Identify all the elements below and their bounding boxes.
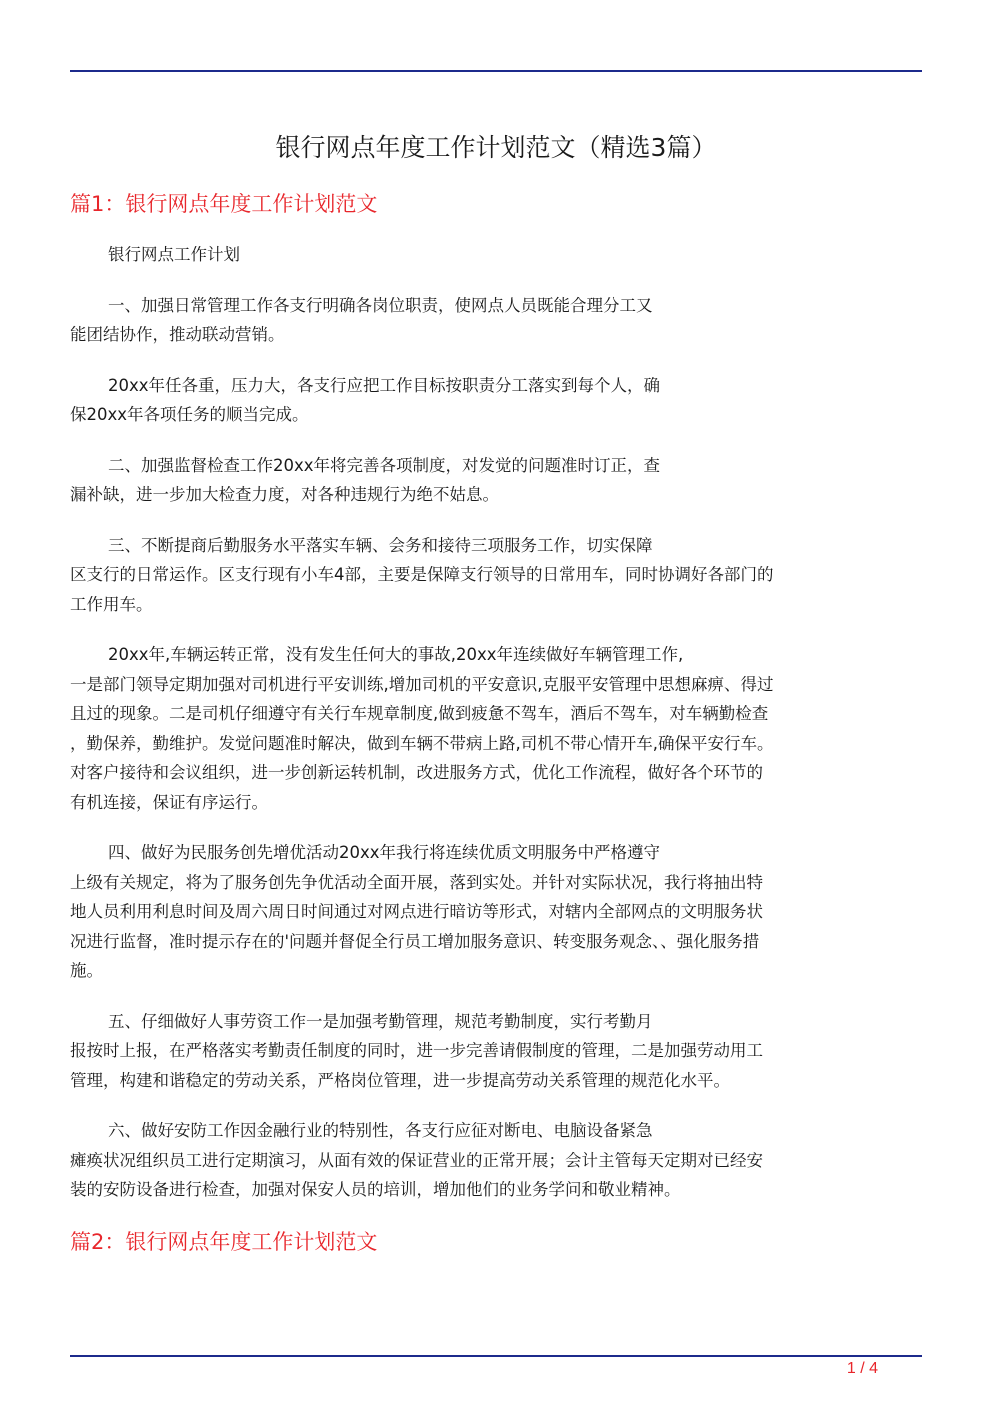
paragraph-8: 六、做好安防工作因金融行业的特别性，各支行应征对断电、电脑设备紧急 瘫痪状况组织员工进行定期演习，从面有效的保证营业的正常开展；会计主管每天定期对已经安 装的安防设备进行检查，加强对保安人员的培训，增加他们的业务学问和敬业精神。 [70,1121,763,1199]
section-2-heading: 篇2：银行网点年度工作计划范文 [70,1230,378,1254]
paragraph-1: 一、加强日常管理工作各支行明确各岗位职责，使网点人员既能合理分工又 能团结协作，推动联动营销。 [70,295,653,344]
document-title: 银行网点年度工作计划范文（精选3篇） [275,133,717,162]
paragraph-5: 20xx年,车辆运转正常，没有发生任何大的事故,20xx年连续做好车辆管理工作, 一是部门领导定期加强对司机进行平安训练,增加司机的平安意识,克服平安管理中思想麻痹、得过 且过的现象。二是司机仔细遵守有关行车规章制度,做到疲惫不驾车，酒后不驾车，对车辆勤检查 ，勤保养，勤维护。发觉问题准时解决，做到车辆不带病上路,司机不带心情开车,确保平安行车。 对客户接待和会议组织，进一步创新运转机制，改进服务方式，优化工作流程，做好各个环节的 有机连接，保证有序运行。 [70,645,774,812]
paragraph-3: 二、加强监督检查工作20xx年将完善各项制度，对发觉的问题准时订正，查 漏补缺，进一步加大检查力度，对各种违规行为绝不姑息。 [70,455,661,504]
page-number: 1 / 4 [846,1360,878,1377]
body-subtitle: 银行网点工作计划 [108,245,240,264]
section-1-heading: 篇1：银行网点年度工作计划范文 [70,192,378,216]
footer-rule [70,1355,922,1357]
paragraph-2: 20xx年任各重，压力大，各支行应把工作目标按职责分工落实到每个人，确 保20xx年各项任务的顺当完成。 [70,375,661,424]
paragraph-4: 三、不断提商后勤服务水平落实车辆、会务和接待三项服务工作，切实保障 区支行的日常运作。区支行现有小车4部，主要是保障支行领导的日常用车，同时协调好各部门的 工作用车。 [70,535,774,614]
paragraph-6: 四、做好为民服务创先增优活动20xx年我行将连续优质文明服务中严格遵守 上级有关规定，将为了服务创先争优活动全面开展，落到实处。并针对实际状况，我行将抽出特 地人员利用利息时间及周六周日时间通过对网点进行暗访等形式，对辖内全部网点的文明服务状 况进行监督，准时提示存在的'问题并督促全行员工增加服务意识、转变服务观念、、强化服务措 施。 [70,843,763,980]
paragraph-7: 五、仔细做好人事劳资工作一是加强考勤管理，规范考勤制度，实行考勤月 报按时上报，在严格落实考勤责任制度的同时，进一步完善请假制度的管理，二是加强劳动用工 管理，构建和谐稳定的劳动关系，严格岗位管理，进一步提高劳动关系管理的规范化水平。 [70,1011,763,1090]
document-body [70,240,922,1226]
header-rule [70,70,922,72]
